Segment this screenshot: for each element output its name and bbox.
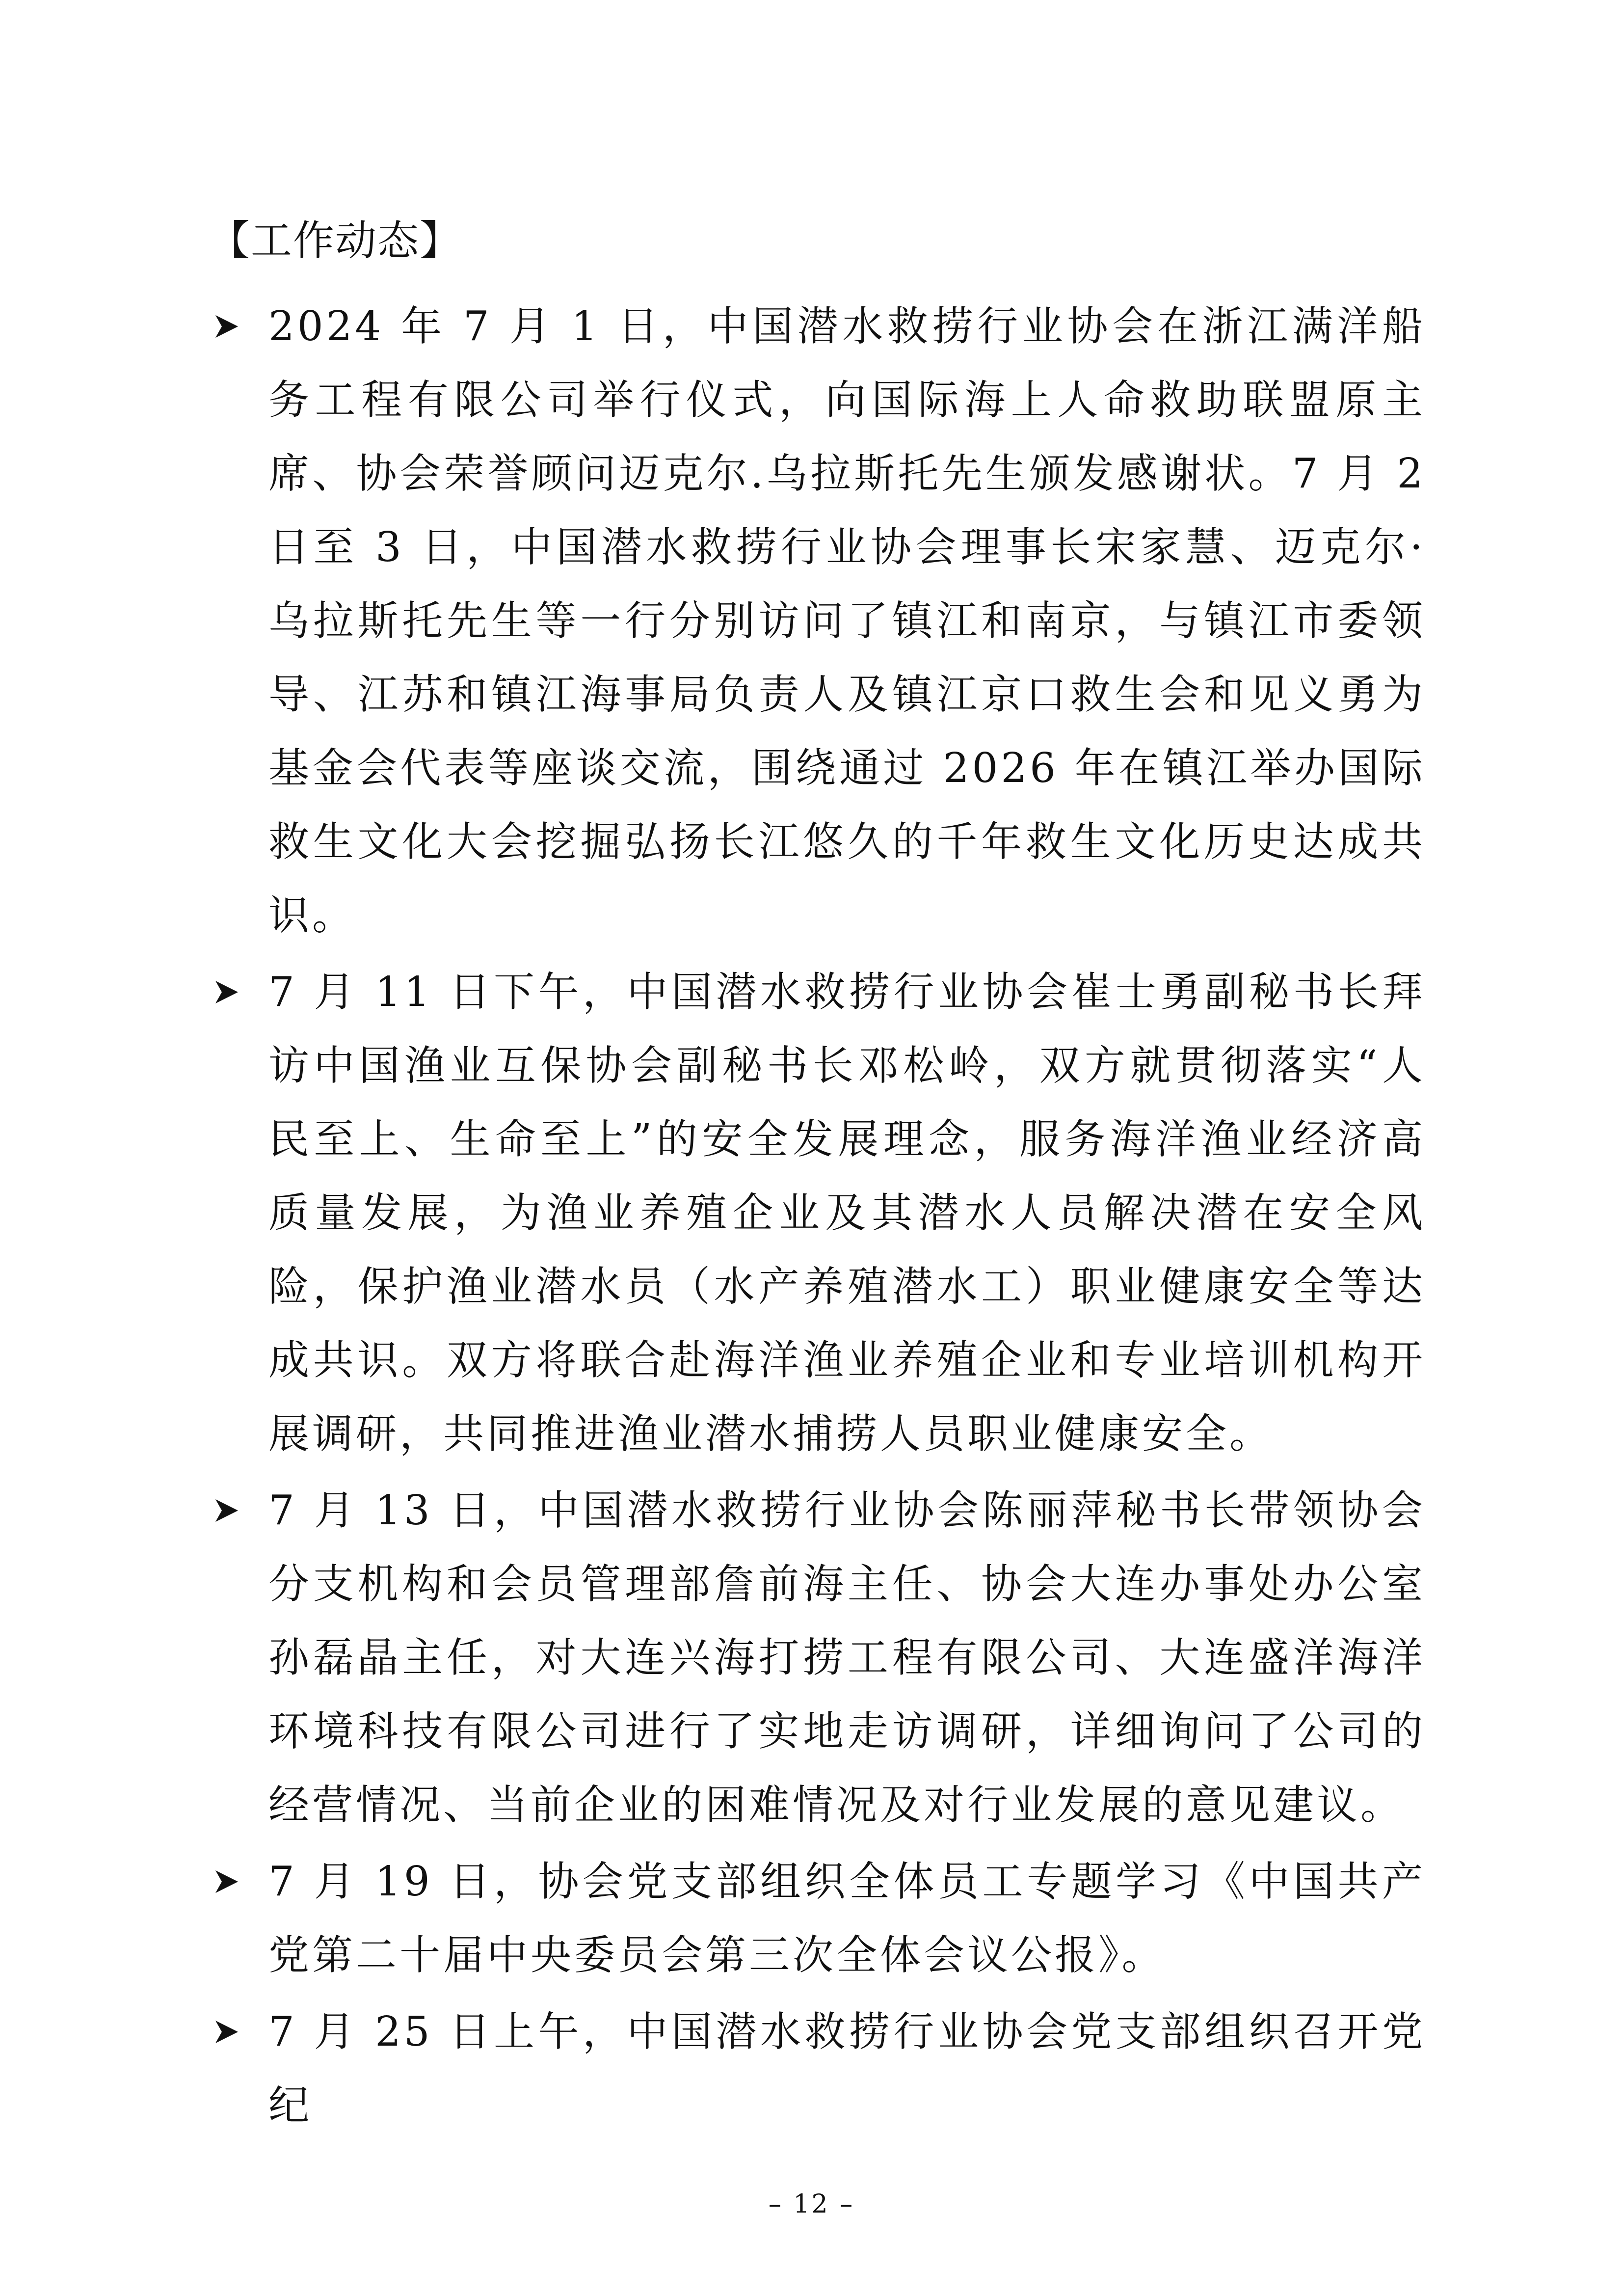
- list-item-text: 7 月 11 日下午，中国潜水救捞行业协会崔士勇副秘书长拜访中国渔业互保协会副秘书长邓松岭，双方就贯彻落实“人民至上、生命至上”的安全发展理念，服务海洋渔业经济高质量发展，为渔业养殖企业及其潜水人员解决潜在安全风险，保护渔业潜水员（水产养殖潜水工）职业健康安全等达成共识。双方将联合赴海洋渔业养殖企业和专业培训机构开展调研，共同推进渔业潜水捕捞人员职业健康安全。: [268, 968, 1426, 1458]
- list-item-text: 7 月 13 日，中国潜水救捞行业协会陈丽萍秘书长带领协会分支机构和会员管理部詹前海主任、协会大连办事处办公室孙磊晶主任，对大连兴海打捞工程有限公司、大连盛洋海洋环境科技有限公司进行了实地走访调研，详细询问了公司的经营情况、当前企业的困难情况及对行业发展的意见建议。: [268, 1486, 1426, 1829]
- list-item-text: 7 月 19 日，协会党支部组织全体员工专题学习《中国共产党第二十届中央委员会第三次全体会议公报》。: [268, 1858, 1426, 1979]
- section-heading: 【工作动态】: [209, 216, 462, 265]
- list-item: [209, 290, 1426, 952]
- list-item-text: 7 月 25 日上午，中国潜水救捞行业协会党支部组织召开党纪: [268, 2008, 1426, 2129]
- list-item-text: 2024 年 7 月 1 日，中国潜水救捞行业协会在浙江满洋船务工程有限公司举行仪式，向国际海上人命救助联盟原主席、协会荣誉顾问迈克尔.乌拉斯托先生颁发感谢状。7 月 2 日至 3 日，中国潜水救捞行业协会理事长宋家慧、迈克尔·乌拉斯托先生等一行分别访问了镇江和南京，与镇江市委领导、江苏和镇江海事局负责人及镇江京口救生会和见义勇为基金会代表等座谈交流，围绕通过 2026 年在镇江举办国际救生文化大会挖掘弘扬长江悠久的千年救生文化历史达成共识。: [268, 302, 1426, 939]
- list-item: [209, 1845, 1426, 1992]
- list-item: [209, 1995, 1426, 2142]
- arrow-bullet-icon: [213, 1497, 240, 1524]
- news-list: [209, 290, 1426, 2145]
- list-item: [209, 1474, 1426, 1842]
- list-item: [209, 955, 1426, 1471]
- page-number: – 12 –: [768, 2189, 855, 2219]
- arrow-bullet-icon: [213, 1868, 240, 1895]
- arrow-bullet-icon: [213, 313, 240, 340]
- arrow-bullet-icon: [213, 2019, 240, 2045]
- arrow-bullet-icon: [213, 979, 240, 1005]
